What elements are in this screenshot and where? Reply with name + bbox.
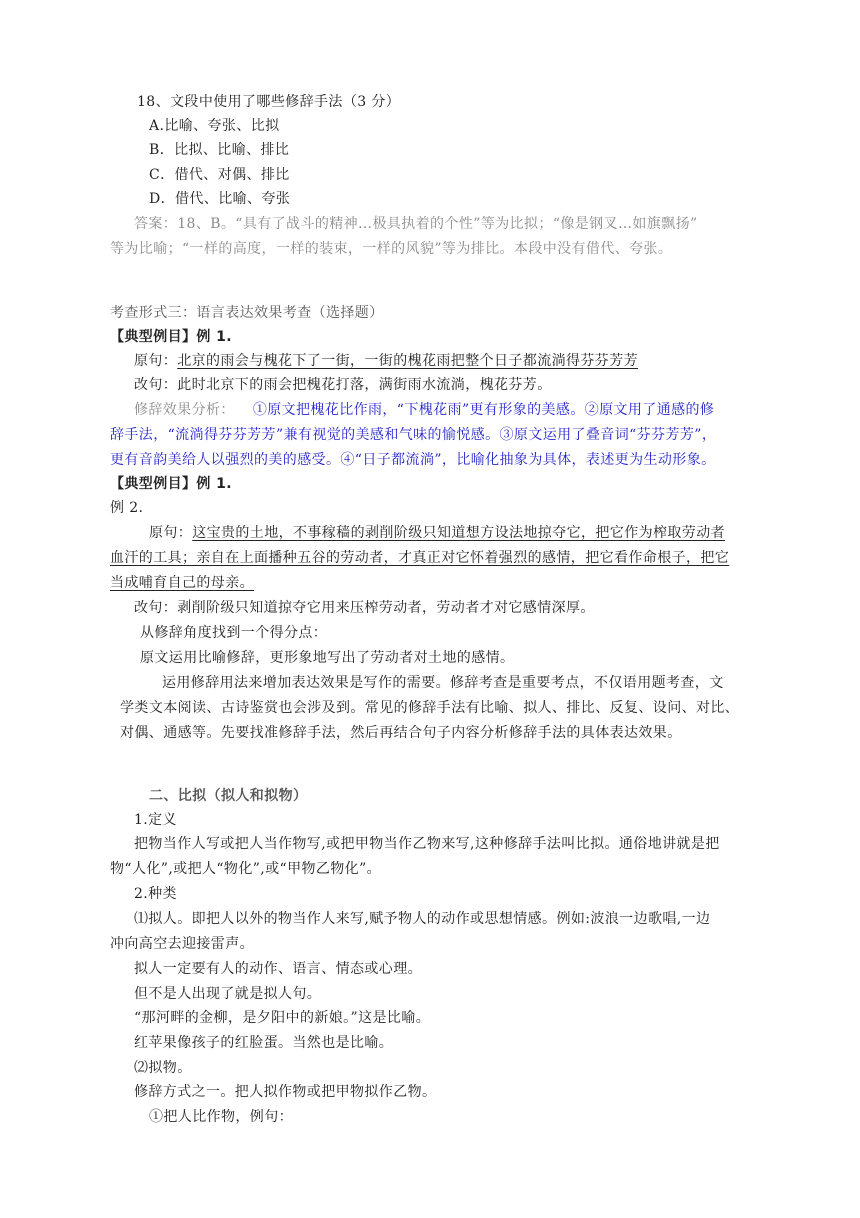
definition-line-1: 把物当作人写或把人当作物写,或把甲物当作乙物来写,这种修辞手法叫比拟。通俗地讲就是把 <box>134 836 720 852</box>
question-18-stem: 18、文段中使用了哪些修辞手法（3 分） <box>137 94 401 110</box>
section2-heading: 二、比拟（拟人和拟物） <box>149 788 308 804</box>
type2-sub-1: ①把人比作物，例句： <box>149 1109 293 1125</box>
note-2: 但不是人出现了就是拟人句。 <box>134 986 322 1002</box>
example1-label-repeat-text: 【典型例目】例 1. <box>110 476 232 492</box>
answer-line-1: 答案：18、B。“具有了战斗的精神…极具执着的个性”等为比拟；“像是钢叉…如旗飘扬” <box>134 216 698 232</box>
original-text: 北京的雨会与槐花下了一街，一街的槐花雨把整个日子都流淌得芬芬芳芳 <box>177 353 639 369</box>
summary-line-1: 运用修辞用法来增加表达效果是写作的需要。修辞考查是重要考点，不仅语用题考查，文 <box>162 675 724 691</box>
option-a: A.比喻、夸张、比拟 <box>149 118 280 134</box>
type2-label: ⑵拟物。 <box>134 1060 192 1076</box>
example2-label: 例 2. <box>110 500 144 516</box>
note-1: 拟人一定要有人的动作、语言、情态或心理。 <box>134 961 422 977</box>
type1-line-2: 冲向高空去迎接雷声。 <box>110 936 254 952</box>
note-3: “那河畔的金柳，是夕阳中的新娘。”这是比喻。 <box>134 1010 431 1026</box>
example1-label-text: 【典型例目】例 1. <box>110 329 232 345</box>
original-sentence-2-line1 <box>149 523 725 543</box>
original-label: 原句： <box>134 353 178 369</box>
analysis-line-3: 更有音韵美给人以强烈的美的感受。④“日子都流淌”，比喻化抽象为具体，表述更为生动形象。 <box>110 452 716 468</box>
note-4: 红苹果像孩子的红脸蛋。当然也是比喻。 <box>134 1035 394 1051</box>
analysis-line-2: 辞手法，“流淌得芬芬芳芳”兼有视觉的美感和气味的愉悦感。③原文运用了叠音词“芬芬芳芳”， <box>110 427 717 443</box>
definition-label: 1.定义 <box>134 812 177 828</box>
option-d: D．借代、比喻、夸张 <box>149 191 291 207</box>
example1-label <box>110 327 232 347</box>
scoring-point-intro: 从修辞角度找到一个得分点： <box>140 625 328 641</box>
summary-line-2: 学类文本阅读、古诗鉴赏也会涉及到。常见的修辞手法有比喻、拟人、排比、反复、设问、对比、 <box>120 700 740 716</box>
form3-heading: 考查形式三：语言表达效果考查（选择题） <box>110 305 384 321</box>
analysis-label: 修辞效果分析： <box>134 402 235 418</box>
original2-label: 原句： <box>149 525 193 541</box>
type2-definition: 修辞方式之一。把人拟作物或把甲物拟作乙物。 <box>134 1084 437 1100</box>
option-b: B．比拟、比喻、排比 <box>149 142 290 158</box>
summary-line-3: 对偶、通感等。先要找准修辞手法，然后再结合句子内容分析修辞手法的具体表达效果。 <box>120 725 682 741</box>
types-label: 2.种类 <box>134 886 177 902</box>
scoring-point: 原文运用比喻修辞，更形象地写出了劳动者对土地的感情。 <box>140 650 515 666</box>
revised-sentence-2: 改句：剥削阶级只知道掠夺它用来压榨劳动者，劳动者才对它感情深厚。 <box>134 600 595 616</box>
option-c: C．借代、对偶、排比 <box>149 167 290 183</box>
example1-label-repeat <box>110 474 232 494</box>
analysis-line-1 <box>134 400 714 420</box>
type1-line-1: ⑴拟人。即把人以外的物当作人来写,赋予物人的动作或思想情感。例如:波浪一边歌唱,一边 <box>134 911 711 927</box>
revised-sentence-1: 改句：此时北京下的雨会把槐花打落，满街雨水流淌，槐花芬芳。 <box>134 377 552 393</box>
definition-line-2: 物“人化”,或把人“物化”,或“甲物乙物化”。 <box>110 861 382 877</box>
analysis-text-1: ①原文把槐花比作雨，“下槐花雨”更有形象的美感。②原文用了通感的修 <box>252 402 715 418</box>
original-sentence-1 <box>134 351 638 371</box>
original-sentence-2-line3: 当成哺育自己的母亲。 <box>110 575 254 591</box>
original-sentence-2-line2: 血汗的工具；亲自在上面播种五谷的劳动者，才真正对它怀着强烈的感情，把它看作命根子，把它 <box>110 550 730 566</box>
answer-line-2: 等为比喻；“一样的高度，一样的装束，一样的风貌”等为排比。本段中没有借代、夸张。 <box>110 241 673 257</box>
original2-text-1: 这宝贵的土地，不事稼穑的剥削阶级只知道想方设法地掠夺它，把它作为榨取劳动者 <box>192 525 726 541</box>
